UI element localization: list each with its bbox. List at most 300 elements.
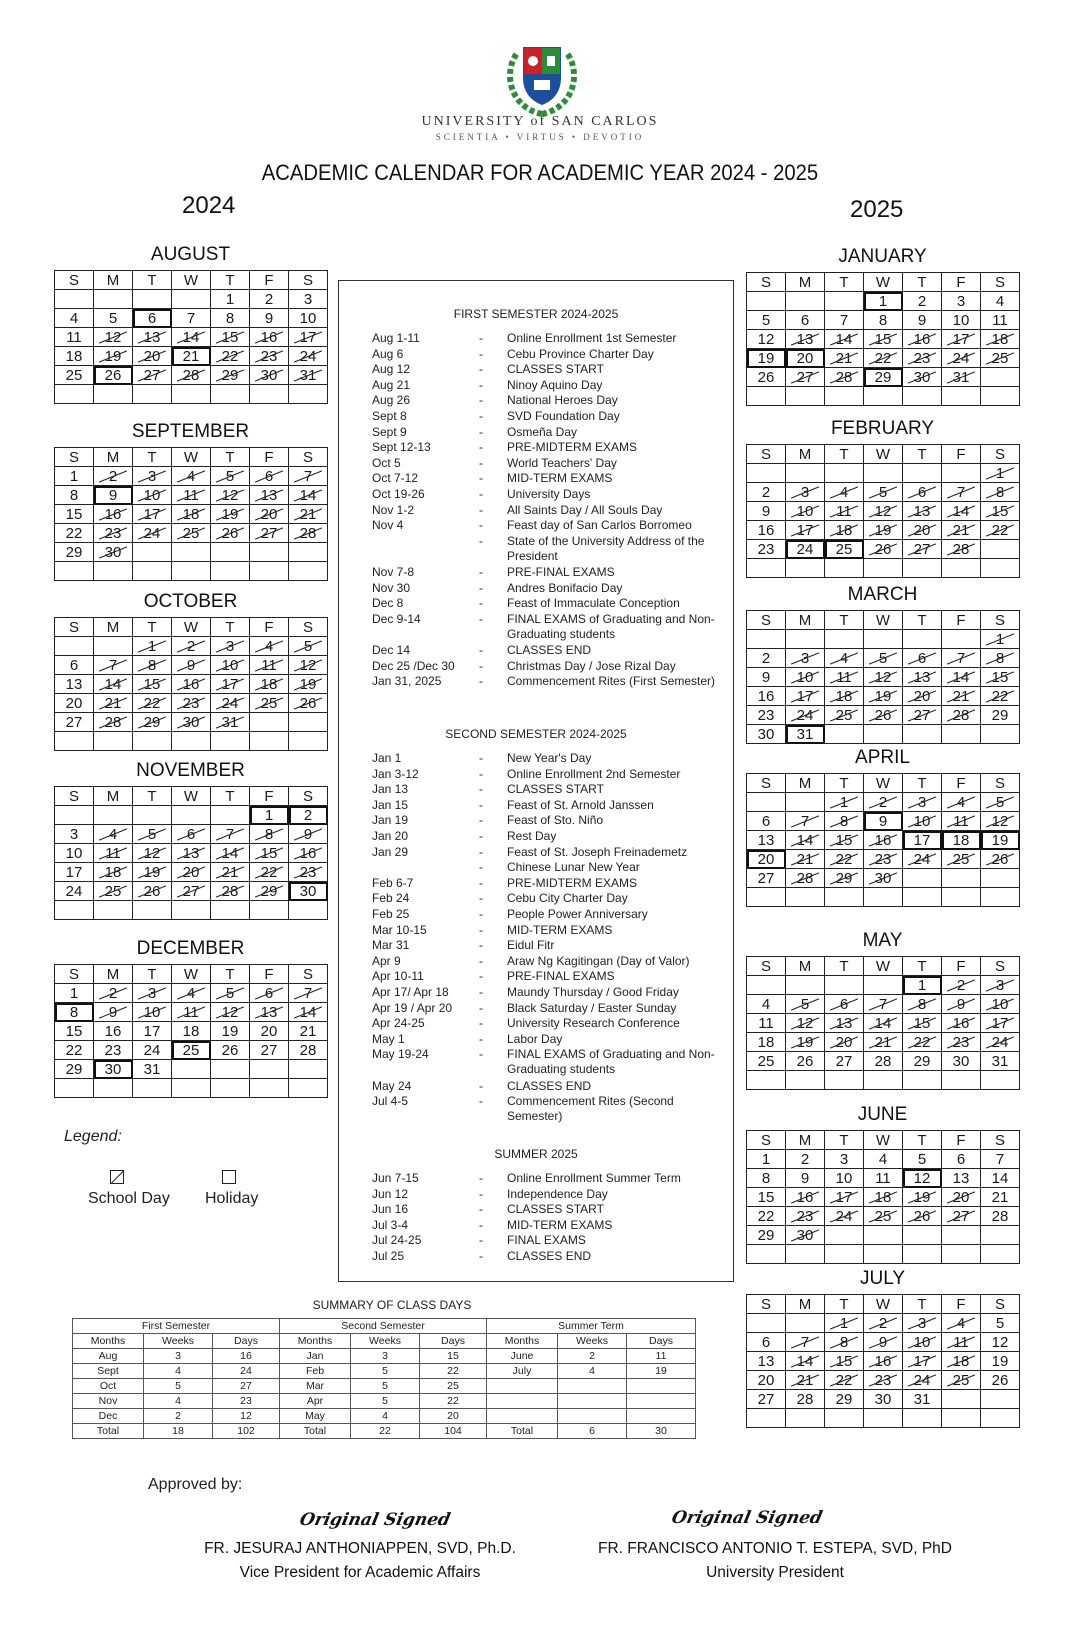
day-cell: 10 — [825, 1169, 864, 1188]
event-separator: - — [479, 533, 483, 548]
event-date: Feb 6-7 — [372, 875, 414, 890]
event-name: CLASSES END — [507, 643, 592, 657]
event-date: Apr 17/ Apr 18 — [372, 985, 449, 999]
event-separator: - — [479, 424, 483, 439]
day-cell: 22 — [864, 349, 903, 368]
empty-cell — [747, 559, 786, 578]
day-cell: 13 — [903, 502, 942, 521]
event-date: Apr 19 / Apr 20 — [372, 1000, 453, 1015]
day-cell: 2 — [94, 467, 133, 486]
weekday-header: W — [864, 1131, 903, 1150]
empty-cell — [133, 732, 172, 751]
event-separator: - — [479, 1186, 483, 1201]
day-cell: 26 — [94, 366, 133, 385]
day-cell: 26 — [864, 706, 903, 725]
empty-cell — [133, 806, 172, 825]
summary-column-header: Months — [280, 1334, 351, 1349]
weekday-header: T — [825, 1295, 864, 1314]
day-cell: 5 — [786, 995, 825, 1014]
day-cell: 17 — [903, 831, 942, 850]
holiday-symbol-icon — [222, 1170, 236, 1184]
day-cell: 9 — [786, 1169, 825, 1188]
day-cell: 13 — [786, 330, 825, 349]
day-cell: 13 — [825, 1014, 864, 1033]
day-cell: 16 — [942, 1014, 981, 1033]
event-name: All Saints Day / All Souls Day — [507, 502, 663, 517]
summary-cell: July — [487, 1364, 558, 1379]
empty-cell — [211, 385, 250, 404]
summary-cell: May — [280, 1409, 351, 1424]
summary-cell: 11 — [627, 1349, 696, 1364]
month-grid-jan — [746, 272, 1020, 406]
day-cell: 23 — [903, 349, 942, 368]
signatory-left-role: Vice President for Academic Affairs — [239, 1564, 481, 1581]
event-name: Feast of Sto. Niño — [507, 813, 604, 828]
summary-row — [73, 1364, 696, 1379]
empty-cell — [250, 732, 289, 751]
empty-cell — [747, 1245, 786, 1264]
day-cell: 31 — [133, 1060, 172, 1079]
day-cell: 25 — [981, 349, 1020, 368]
day-cell: 24 — [942, 349, 981, 368]
day-cell: 6 — [747, 1333, 786, 1352]
empty-cell — [981, 1245, 1020, 1264]
day-cell: 24 — [825, 1207, 864, 1226]
event-date: Oct 5 — [372, 455, 401, 470]
day-cell: 27 — [786, 368, 825, 387]
day-cell: 26 — [786, 1052, 825, 1071]
event-separator: - — [479, 1000, 483, 1015]
day-cell: 29 — [981, 706, 1020, 725]
month-title-apr: APRIL — [855, 747, 910, 768]
event-date: Jan 1 — [372, 751, 402, 765]
empty-cell — [981, 540, 1020, 559]
weekday-header: W — [172, 271, 211, 290]
event-date: Jan 29 — [372, 844, 409, 859]
day-cell: 23 — [864, 1371, 903, 1390]
event-name: CLASSES START — [507, 782, 604, 797]
event-date: Apr 24-25 — [372, 1016, 425, 1031]
day-cell: 19 — [903, 1188, 942, 1207]
month-title-jun: JUNE — [857, 1104, 908, 1125]
empty-cell — [747, 888, 786, 907]
day-cell: 29 — [211, 366, 250, 385]
empty-cell — [211, 543, 250, 562]
day-cell: 29 — [825, 1390, 864, 1409]
event-separator: - — [479, 455, 483, 470]
day-cell: 24 — [903, 1371, 942, 1390]
day-cell: 3 — [211, 637, 250, 656]
day-cell: 14 — [211, 844, 250, 863]
summary-cell: 12 — [213, 1409, 280, 1424]
empty-cell — [981, 1390, 1020, 1409]
month-grid-may — [746, 956, 1020, 1090]
summary-cell: 5 — [351, 1364, 420, 1379]
empty-cell — [94, 637, 133, 656]
weekday-header: F — [250, 448, 289, 467]
day-cell: 25 — [747, 1052, 786, 1071]
university-name: UNIVERSITY of SAN CARLOS — [421, 114, 659, 129]
event-name: Maundy Thursday / Good Friday — [507, 985, 679, 999]
event-date: Jul 4-5 — [372, 1094, 409, 1109]
day-cell: 18 — [94, 863, 133, 882]
day-cell: 4 — [250, 637, 289, 656]
event-separator: - — [479, 362, 483, 377]
event-separator: - — [479, 969, 483, 984]
day-cell: 7 — [289, 467, 328, 486]
day-cell: 7 — [825, 311, 864, 330]
day-cell: 8 — [133, 656, 172, 675]
weekday-header: S — [981, 1295, 1020, 1314]
event-separator: - — [479, 331, 483, 345]
day-cell: 28 — [825, 368, 864, 387]
day-cell: 25 — [172, 524, 211, 543]
summary-cell: 18 — [144, 1424, 213, 1439]
day-cell: 8 — [864, 311, 903, 330]
event-date: Sept 12-13 — [372, 440, 431, 455]
day-cell: 9 — [289, 825, 328, 844]
event-name: MID-TERM EXAMS — [507, 922, 613, 937]
empty-cell — [942, 1071, 981, 1090]
day-cell: 23 — [747, 706, 786, 725]
day-cell: 2 — [942, 976, 981, 995]
empty-cell — [942, 725, 981, 744]
empty-cell — [981, 725, 1020, 744]
summary-cell: 4 — [558, 1364, 627, 1379]
summary-title: SUMMARY OF CLASS DAYS — [312, 1298, 472, 1312]
day-cell: 23 — [747, 540, 786, 559]
day-cell: 27 — [133, 366, 172, 385]
summary-column-header: Weeks — [351, 1334, 420, 1349]
day-cell: 23 — [250, 347, 289, 366]
empty-cell — [55, 806, 94, 825]
summary-cell: Nov — [73, 1394, 144, 1409]
event-separator: - — [479, 471, 483, 486]
day-cell: 25 — [55, 366, 94, 385]
day-cell: 4 — [825, 649, 864, 668]
event-date: Feb 24 — [372, 891, 410, 906]
empty-cell — [786, 1314, 825, 1333]
empty-cell — [825, 725, 864, 744]
event-separator: - — [479, 518, 483, 533]
empty-cell — [825, 1409, 864, 1428]
day-cell: 12 — [981, 1333, 1020, 1352]
day-cell: 21 — [786, 1371, 825, 1390]
summary-cell — [558, 1379, 627, 1394]
summary-table — [72, 1318, 696, 1439]
day-cell: 4 — [942, 1314, 981, 1333]
day-cell: 8 — [981, 649, 1020, 668]
day-cell: 8 — [55, 486, 94, 505]
event-separator: - — [479, 1217, 483, 1232]
event-date: Oct 7-12 — [372, 471, 419, 486]
day-cell: 7 — [289, 984, 328, 1003]
day-cell: 28 — [942, 706, 981, 725]
event-separator: - — [479, 643, 483, 657]
day-cell: 17 — [289, 328, 328, 347]
empty-cell — [942, 559, 981, 578]
day-cell: 20 — [250, 1022, 289, 1041]
empty-cell — [172, 290, 211, 309]
summary-cell: 22 — [420, 1394, 487, 1409]
day-cell: 21 — [211, 863, 250, 882]
weekday-header: W — [172, 448, 211, 467]
day-cell: 2 — [864, 1314, 903, 1333]
day-cell: 12 — [747, 330, 786, 349]
empty-cell — [133, 290, 172, 309]
day-cell: 21 — [289, 1022, 328, 1041]
day-cell: 10 — [786, 668, 825, 687]
day-cell: 5 — [94, 309, 133, 328]
weekday-header: S — [981, 1131, 1020, 1150]
empty-cell — [786, 387, 825, 406]
page-title: ACADEMIC CALENDAR FOR ACADEMIC YEAR 2024 - 2025 — [261, 160, 819, 185]
empty-cell — [94, 385, 133, 404]
weekday-header: F — [250, 271, 289, 290]
day-cell: 12 — [94, 328, 133, 347]
day-cell: 18 — [55, 347, 94, 366]
weekday-header: W — [172, 787, 211, 806]
event-separator: - — [479, 1094, 483, 1109]
day-cell: 8 — [250, 825, 289, 844]
weekday-header: W — [172, 965, 211, 984]
weekday-header: T — [133, 618, 172, 637]
summary-column-header: Days — [420, 1334, 487, 1349]
university-seal-logo — [500, 36, 584, 120]
day-cell: 29 — [747, 1226, 786, 1245]
day-cell: 19 — [94, 347, 133, 366]
day-cell: 18 — [250, 675, 289, 694]
event-date: Feb 25 — [372, 907, 410, 921]
day-cell: 11 — [747, 1014, 786, 1033]
weekday-header: S — [55, 965, 94, 984]
day-cell: 11 — [172, 1003, 211, 1022]
day-cell: 6 — [250, 984, 289, 1003]
empty-cell — [747, 1409, 786, 1428]
summary-cell — [487, 1379, 558, 1394]
month-grid-dec — [54, 964, 328, 1098]
event-date: Aug 6 — [372, 346, 404, 361]
day-cell: 13 — [250, 486, 289, 505]
empty-cell — [903, 1071, 942, 1090]
weekday-header: M — [786, 445, 825, 464]
empty-cell — [864, 976, 903, 995]
day-cell: 18 — [942, 1352, 981, 1371]
day-cell: 14 — [942, 502, 981, 521]
day-cell: 30 — [864, 1390, 903, 1409]
day-cell: 8 — [825, 812, 864, 831]
month-grid-sep — [54, 447, 328, 581]
day-cell: 21 — [942, 687, 981, 706]
empty-cell — [903, 630, 942, 649]
day-cell: 23 — [289, 863, 328, 882]
event-name: Cebu Province Charter Day — [507, 346, 654, 361]
day-cell: 20 — [747, 1371, 786, 1390]
summary-cell — [558, 1394, 627, 1409]
event-separator: - — [479, 1171, 483, 1185]
event-name: Osmeña Day — [507, 424, 578, 439]
day-cell: 15 — [250, 844, 289, 863]
weekday-header: S — [289, 618, 328, 637]
empty-cell — [94, 901, 133, 920]
event-separator: - — [479, 393, 483, 408]
weekday-header: S — [747, 957, 786, 976]
signatory-left-name: FR. JESURAJ ANTHONIAPPEN, SVD, Ph.D. — [204, 1540, 516, 1557]
day-cell: 5 — [747, 311, 786, 330]
day-cell: 15 — [981, 502, 1020, 521]
signatory-right-name: FR. FRANCISCO ANTONIO T. ESTEPA, SVD, PhD — [598, 1540, 952, 1557]
day-cell: 1 — [864, 292, 903, 311]
weekday-header: F — [942, 1295, 981, 1314]
event-name: Black Saturday / Easter Sunday — [507, 1000, 677, 1015]
event-name: FINAL EXAMS of Graduating and Non-Graduating students — [507, 611, 715, 641]
event-separator: - — [479, 1202, 483, 1217]
day-cell: 19 — [864, 521, 903, 540]
day-cell: 11 — [94, 844, 133, 863]
day-cell: 26 — [211, 1041, 250, 1060]
day-cell: 25 — [942, 850, 981, 869]
empty-cell — [825, 630, 864, 649]
empty-cell — [903, 1409, 942, 1428]
day-cell: 5 — [211, 984, 250, 1003]
day-cell: 5 — [133, 825, 172, 844]
day-cell: 14 — [94, 675, 133, 694]
day-cell: 26 — [981, 1371, 1020, 1390]
year-2025-label: 2025 — [850, 196, 904, 223]
day-cell: 1 — [250, 806, 289, 825]
summary-cell: 2 — [558, 1349, 627, 1364]
day-cell: 12 — [864, 668, 903, 687]
weekday-header: M — [94, 271, 133, 290]
day-cell: 28 — [786, 869, 825, 888]
day-cell: 24 — [211, 694, 250, 713]
summary-group-header: Second Semester — [280, 1319, 487, 1334]
empty-cell — [864, 1226, 903, 1245]
event-name: Feast day of San Carlos Borromeo — [507, 518, 692, 533]
event-name: Labor Day — [507, 1031, 563, 1046]
empty-cell — [289, 901, 328, 920]
day-cell: 18 — [172, 505, 211, 524]
month-title-aug: AUGUST — [150, 244, 231, 265]
day-cell: 1 — [55, 984, 94, 1003]
summary-cell: 4 — [351, 1409, 420, 1424]
day-cell: 7 — [172, 309, 211, 328]
day-cell: 17 — [942, 330, 981, 349]
month-grid-aug — [54, 270, 328, 404]
empty-cell — [825, 464, 864, 483]
day-cell: 5 — [289, 637, 328, 656]
legend-school-day-label: School Day — [88, 1190, 170, 1207]
empty-cell — [289, 1060, 328, 1079]
day-cell: 5 — [864, 483, 903, 502]
event-date: Jul 3-4 — [372, 1217, 409, 1232]
day-cell: 11 — [864, 1169, 903, 1188]
empty-cell — [825, 1245, 864, 1264]
empty-cell — [94, 732, 133, 751]
empty-cell — [289, 1079, 328, 1098]
empty-cell — [289, 713, 328, 732]
empty-cell — [903, 1245, 942, 1264]
day-cell: 13 — [747, 1352, 786, 1371]
day-cell: 11 — [55, 328, 94, 347]
event-date: Aug 26 — [372, 393, 411, 408]
weekday-header: W — [864, 273, 903, 292]
day-cell: 27 — [172, 882, 211, 901]
day-cell: 17 — [981, 1014, 1020, 1033]
empty-cell — [825, 387, 864, 406]
empty-cell — [211, 901, 250, 920]
day-cell: 26 — [981, 850, 1020, 869]
empty-cell — [903, 869, 942, 888]
day-cell: 15 — [981, 668, 1020, 687]
day-cell: 12 — [211, 1003, 250, 1022]
day-cell: 19 — [211, 505, 250, 524]
empty-cell — [133, 385, 172, 404]
empty-cell — [942, 630, 981, 649]
event-name: State of the University Address of the President — [507, 533, 705, 563]
day-cell: 15 — [55, 1022, 94, 1041]
day-cell: 29 — [250, 882, 289, 901]
day-cell: 16 — [289, 844, 328, 863]
day-cell: 15 — [825, 1352, 864, 1371]
day-cell: 30 — [864, 869, 903, 888]
month-title-nov: NOVEMBER — [136, 760, 245, 781]
day-cell: 28 — [94, 713, 133, 732]
day-cell: 1 — [825, 793, 864, 812]
day-cell: 9 — [747, 668, 786, 687]
summary-row — [73, 1379, 696, 1394]
day-cell: 31 — [786, 725, 825, 744]
empty-cell — [55, 732, 94, 751]
day-cell: 21 — [981, 1188, 1020, 1207]
event-date: May 1 — [372, 1031, 405, 1046]
empty-cell — [747, 1314, 786, 1333]
event-separator: - — [479, 580, 483, 595]
day-cell: 7 — [942, 649, 981, 668]
event-separator: - — [479, 1249, 483, 1263]
empty-cell — [172, 1079, 211, 1098]
day-cell: 3 — [786, 649, 825, 668]
weekday-header: T — [211, 448, 250, 467]
empty-cell — [981, 1226, 1020, 1245]
event-name: Feast of St. Joseph Freinademetz — [507, 844, 688, 859]
weekday-header: S — [747, 1295, 786, 1314]
summary-row — [73, 1394, 696, 1409]
event-separator: - — [479, 813, 483, 828]
empty-cell — [211, 732, 250, 751]
event-name: Eidul Fitr — [507, 938, 555, 953]
weekday-header: M — [94, 448, 133, 467]
summary-cell: 20 — [420, 1409, 487, 1424]
month-title-jan: JANUARY — [838, 246, 927, 267]
day-cell: 25 — [825, 540, 864, 559]
day-cell: 13 — [903, 668, 942, 687]
event-date: Dec 14 — [372, 643, 411, 657]
day-cell: 29 — [903, 1052, 942, 1071]
event-separator: - — [479, 875, 483, 890]
day-cell: 5 — [981, 1314, 1020, 1333]
day-cell: 8 — [55, 1003, 94, 1022]
weekday-header: S — [747, 273, 786, 292]
weekday-header: S — [981, 774, 1020, 793]
day-cell: 5 — [903, 1150, 942, 1169]
day-cell: 12 — [133, 844, 172, 863]
day-cell: 30 — [903, 368, 942, 387]
day-cell: 22 — [903, 1033, 942, 1052]
day-cell: 16 — [903, 330, 942, 349]
day-cell: 14 — [289, 486, 328, 505]
weekday-header: T — [211, 965, 250, 984]
